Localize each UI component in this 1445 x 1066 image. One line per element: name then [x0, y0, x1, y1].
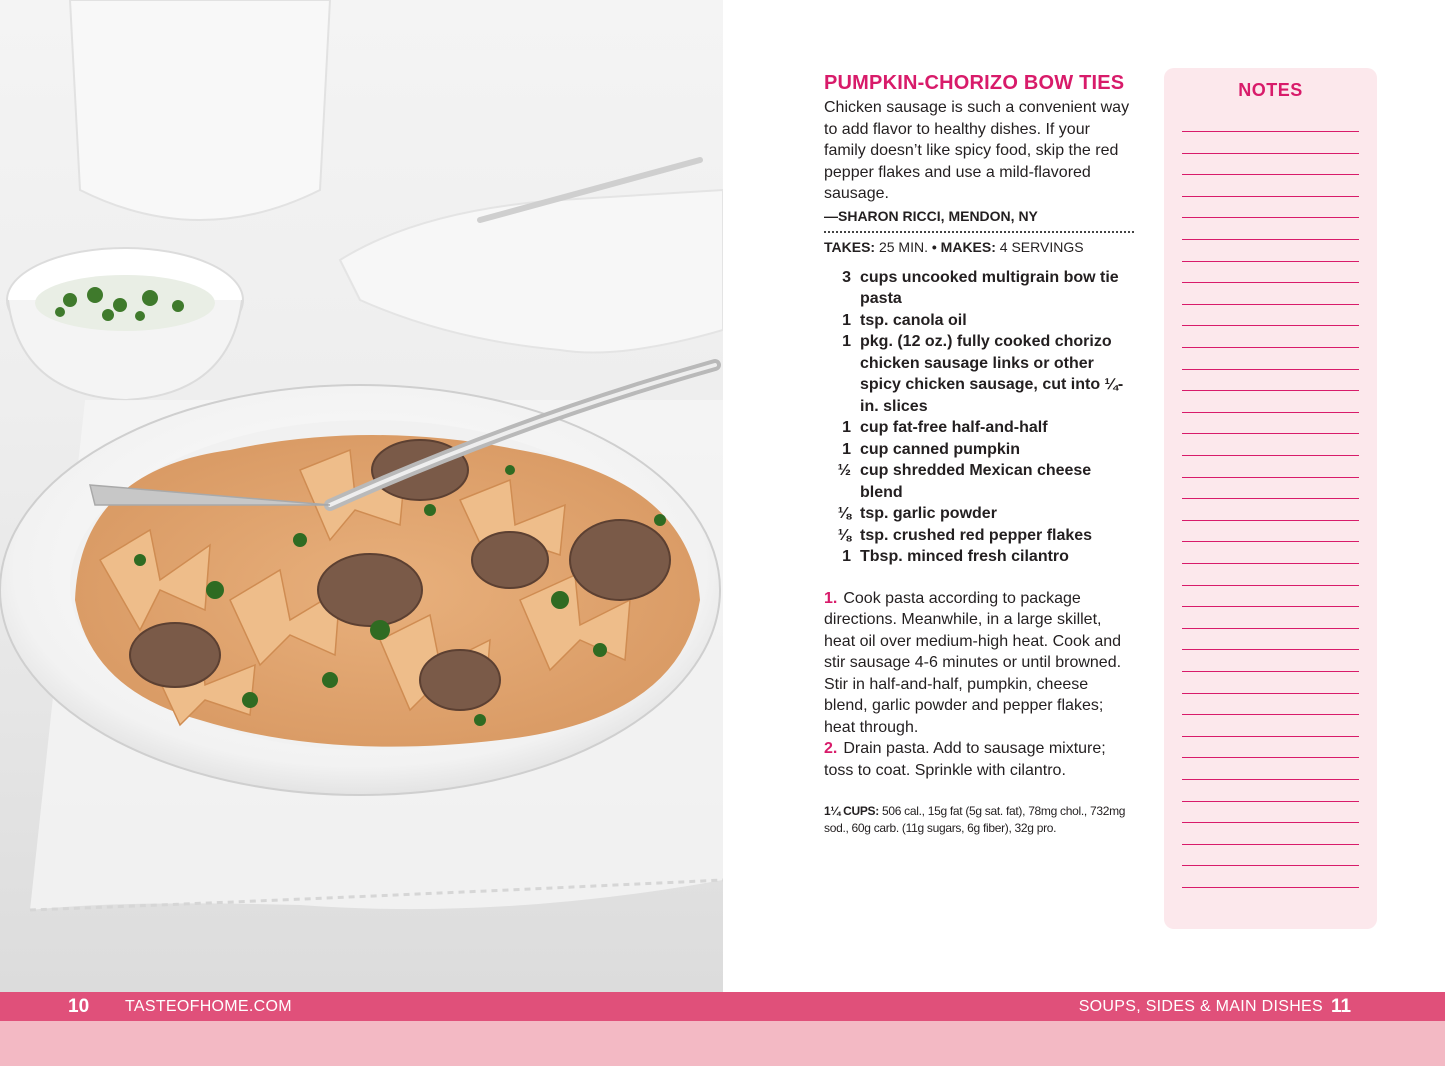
nutrition-text: 506 cal., 15g fat (5g sat. fat), 78mg chol., 732mg sod., 60g carb. (11g sugars, 6g fiber), 32g pro.	[824, 804, 1126, 835]
napkin	[340, 190, 723, 353]
notes-line	[1182, 563, 1359, 564]
notes-line	[1182, 585, 1359, 586]
left-page-number: 10	[68, 996, 90, 1017]
step-number: 2.	[824, 740, 838, 757]
notes-line	[1182, 217, 1359, 218]
ingredient-item	[824, 460, 1136, 503]
notes-line	[1182, 606, 1359, 607]
section-footer: SOUPS, SIDES & MAIN DISHES	[1078, 998, 1323, 1015]
ingredient-qty: 1	[842, 548, 851, 565]
notes-line	[1182, 196, 1359, 197]
notes-line	[1182, 282, 1359, 283]
ingredient-item	[824, 439, 1136, 461]
ingredient-qty: ⅛	[837, 505, 851, 522]
notes-line	[1182, 628, 1359, 629]
notes-line	[1182, 498, 1359, 499]
step-text: Cook pasta according to package directions. Meanwhile, in a large skillet, heat oil over medium-high heat. Cook and stir sausage 4-6 minutes or until browned. Stir in half-and-half, pumpkin, cheese blend, garlic powder and pepper flakes; heat through.	[824, 589, 1122, 736]
step-number: 1.	[824, 589, 838, 607]
notes-panel	[1164, 68, 1377, 929]
notes-line	[1182, 369, 1359, 370]
notes-line	[1182, 477, 1359, 478]
notes-line	[1182, 822, 1359, 823]
ingredient-item	[824, 525, 1136, 547]
ingredient-item	[824, 310, 1136, 332]
ingredient-item	[824, 331, 1136, 417]
ingredient-text: cup canned pumpkin	[860, 440, 1021, 458]
notes-line	[1182, 541, 1359, 542]
direction-step	[824, 738, 1136, 781]
directions	[824, 588, 1136, 782]
recipe-photo	[0, 0, 723, 992]
recipe-title: PUMPKIN-CHORIZO BOW TIES	[824, 72, 1125, 94]
recipe	[824, 70, 1136, 837]
notes-heading: NOTES	[1238, 80, 1303, 100]
notes-line	[1182, 412, 1359, 413]
notes-line	[1182, 671, 1359, 672]
notes-line	[1182, 131, 1359, 132]
notes-line	[1182, 714, 1359, 715]
ingredient-item	[824, 503, 1136, 525]
notes-line	[1182, 455, 1359, 456]
notes-line	[1182, 887, 1359, 888]
notes-line	[1182, 390, 1359, 391]
notes-line	[1182, 801, 1359, 802]
ingredient-text: Tbsp. minced fresh cilantro	[860, 548, 1069, 565]
notes-line	[1182, 153, 1359, 154]
notes-line	[1182, 347, 1359, 348]
pasta-dish-illustration	[0, 0, 723, 992]
nutrition-label: 1¼ CUPS:	[824, 804, 879, 818]
ingredient-item	[824, 267, 1136, 310]
notes-line	[1182, 757, 1359, 758]
ingredient-qty: ⅛	[837, 526, 851, 544]
notes-line	[1182, 736, 1359, 737]
ingredient-text: cup fat-free half-and-half	[860, 419, 1048, 436]
ingredient-text: tsp. canola oil	[860, 311, 967, 329]
ingredient-item	[824, 546, 1136, 568]
ingredient-text: cups uncooked multigrain bow tie pasta	[860, 268, 1119, 307]
step-text: Drain pasta. Add to sausage mixture; toss to coat. Sprinkle with cilantro.	[824, 740, 1106, 779]
ingredient-text: cup shredded Mexican cheese blend	[860, 462, 1092, 501]
takes-value: 25 MIN.	[878, 238, 928, 255]
right-page-number: 11	[1331, 996, 1352, 1017]
ingredient-qty: 1	[842, 311, 851, 329]
ingredient-qty: 1	[842, 440, 851, 458]
notes-line	[1182, 844, 1359, 845]
water-glass	[70, 0, 330, 220]
nutrition-facts	[824, 803, 1136, 837]
makes-label: MAKES:	[940, 238, 996, 255]
website-footer: TASTEOFHOME.COM	[125, 998, 292, 1015]
dotted-divider	[824, 231, 1134, 233]
notes-line	[1182, 325, 1359, 326]
ingredient-item	[824, 417, 1136, 439]
notes-line	[1182, 865, 1359, 866]
notes-line	[1182, 239, 1359, 240]
notes-line	[1182, 261, 1359, 262]
ingredient-qty: ½	[837, 462, 851, 479]
ingredient-qty: 1	[842, 333, 851, 350]
notes-line	[1182, 779, 1359, 780]
ingredient-qty: 3	[842, 268, 851, 286]
ingredient-text: tsp. garlic powder	[860, 505, 997, 522]
ingredient-qty: 1	[842, 419, 851, 436]
takes-label: TAKES:	[824, 238, 876, 255]
notes-line	[1182, 520, 1359, 521]
ingredient-text: pkg. (12 oz.) fully cooked chorizo chicken sausage links or other spicy chicken sausage, cut into ¼-in. slices	[860, 333, 1124, 415]
notes-line	[1182, 693, 1359, 694]
notes-line	[1182, 433, 1359, 434]
recipe-times	[824, 237, 1136, 257]
notes-line	[1182, 304, 1359, 305]
bullet-separator: •	[931, 238, 937, 255]
makes-value: 4 SERVINGS	[999, 238, 1084, 255]
notes-line	[1182, 174, 1359, 175]
direction-step	[824, 588, 1136, 739]
footer-bottom-strip	[0, 1021, 1445, 1066]
recipe-intro: Chicken sausage is such a convenient way to add flavor to healthy dishes. If your family doesn’t like spicy food, skip the red pepper flakes and use a mild-flavored sausage.	[824, 99, 1130, 202]
recipe-byline: —SHARON RICCI, MENDON, NY	[824, 207, 1038, 224]
ingredient-text: tsp. crushed red pepper flakes	[860, 526, 1093, 544]
notes-line	[1182, 649, 1359, 650]
ingredient-list	[824, 267, 1136, 568]
